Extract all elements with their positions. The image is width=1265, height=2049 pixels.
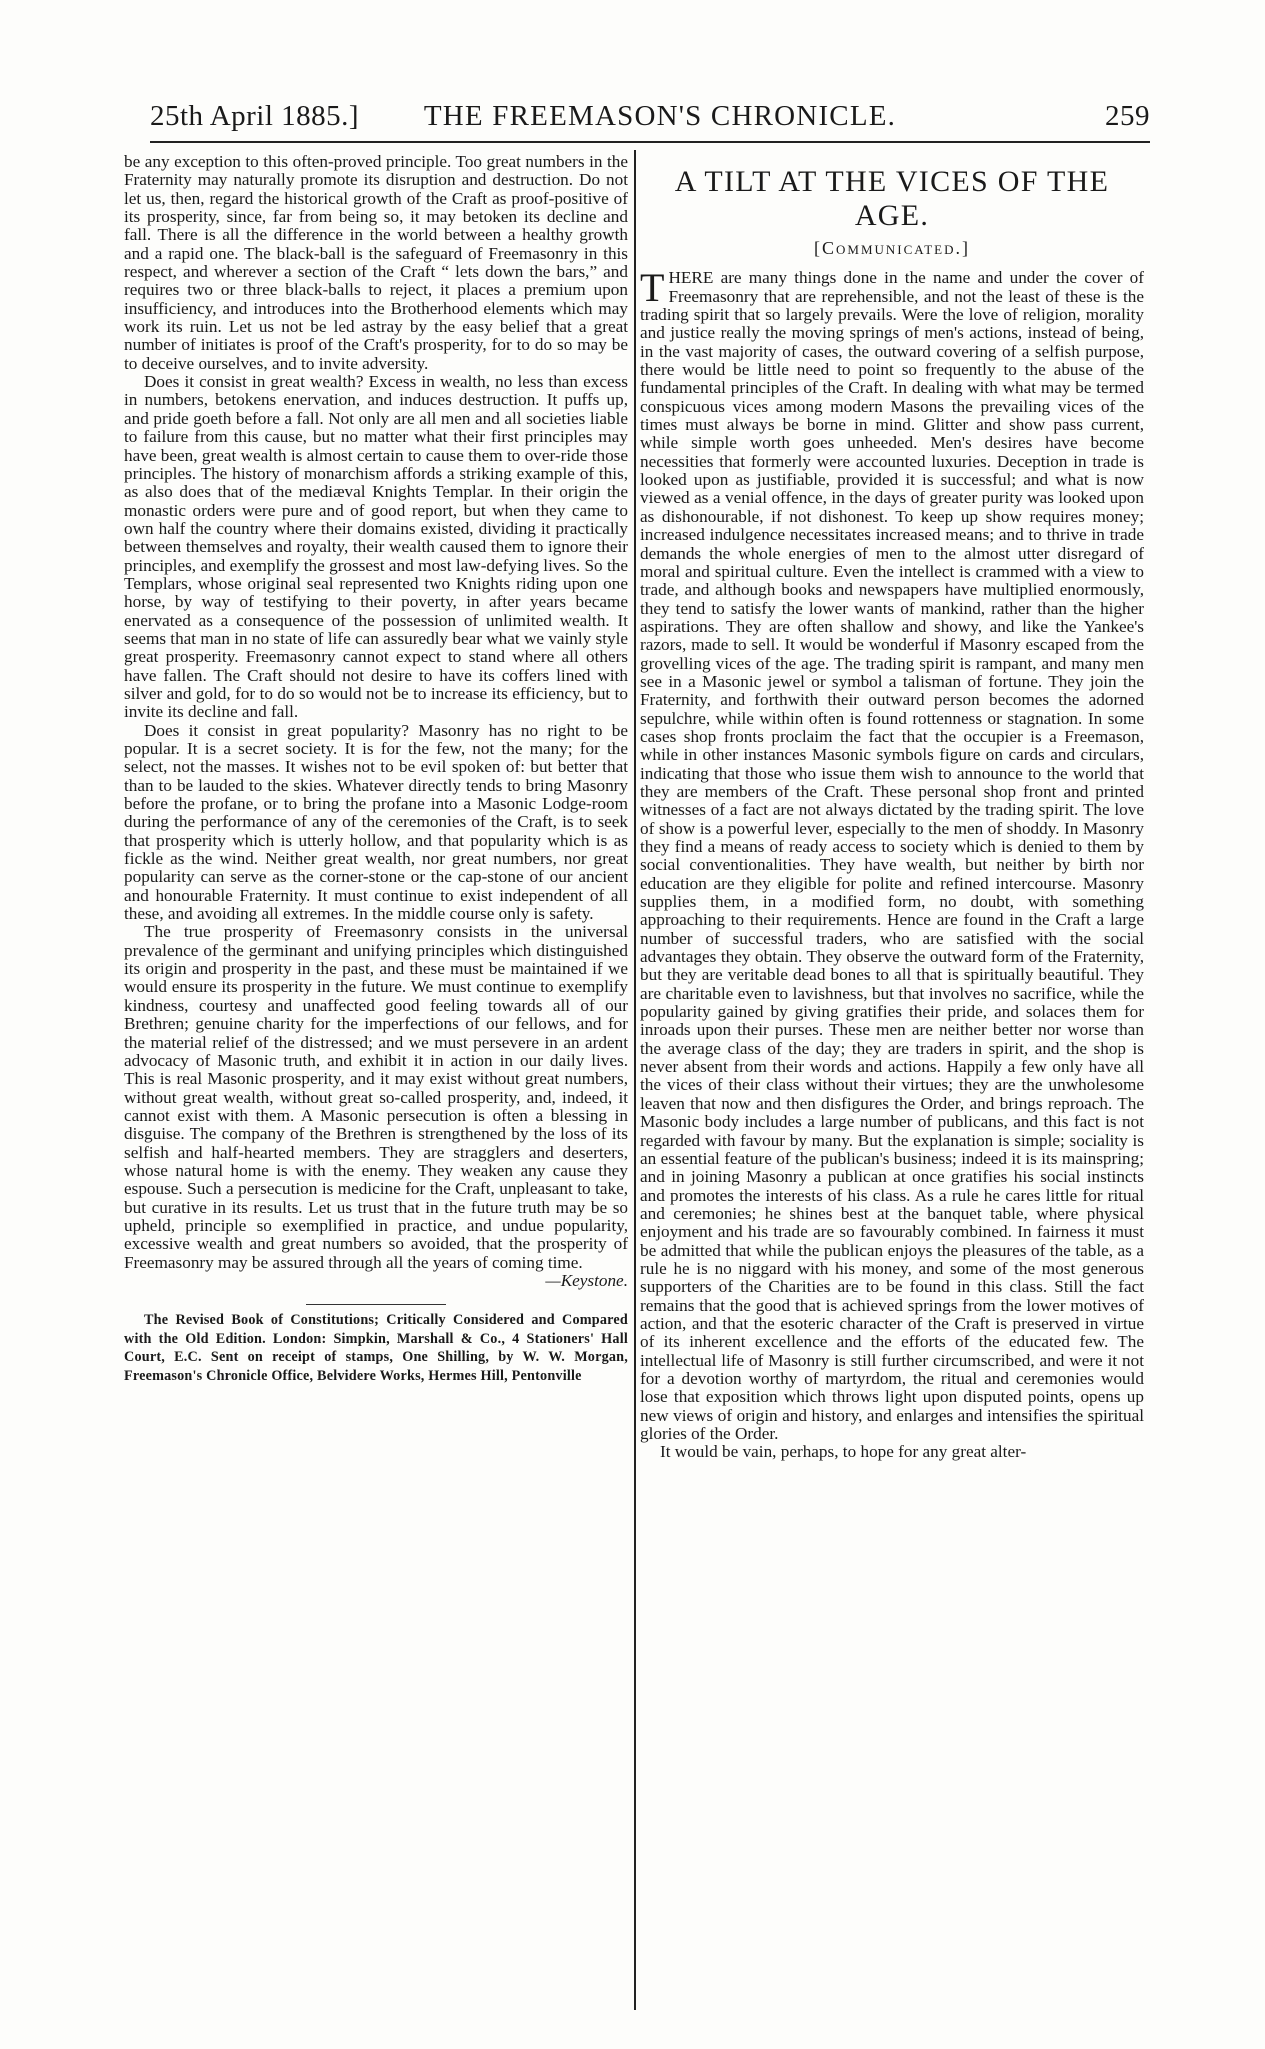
article-signature: —Keystone. — [545, 1270, 628, 1290]
article-paragraph: Does it consist in great wealth? Excess in wealth, no less than excess in numbers, betokens enervation, and induces destruction. It puffs up, and pride goeth before a fall. Not only are all men and all societies liable to failure from this cause, but no matter what their first principles may have been, great wealth is almost certain to cause them to over-ride those principles. The history of monarchism affords a striking example of this, as also does that of the mediæval Knights Templar. In their origin the monastic orders were pure and of good report, but when they came to own half the country where their domains existed, dividing it practically between themselves and royalty, their wealth caused them to ignore their principles, and exemplify the grossest and most law-defying lives. So the Templars, whose original seal represented two Knights riding upon one horse, by way of testifying to their poverty, in after years became enervated as a consequence of the possession of unlimited wealth. It seems that man in no state of life can assuredly bear what we vainly style great prosperity. Freemasonry cannot expect to stand where all others have fallen. The Craft should not desire to have its coffers lined with silver and gold, for to do so would not be to increase its efficiency, but to invite its decline and fall. — [124, 372, 629, 722]
article-paragraph: The true prosperity of Freemasonry consists in the universal prevalence of the germinant and unifying principles which distinguished its origin and prosperity in the past, and these must be maintained if we would ensure its prosperity in the future. We must continue to exemplify kindness, courtesy and unaffected good feeling towards all of our Brethren; genuine charity for the imperfections of our fellows, and for the material relief of the distressed; and we must persevere in an ardent advocacy of Masonic truth, and exhibit it in action in our daily lives. This is real Masonic prosperity, and it may exist without great numbers, without great wealth, without great so-called prosperity, and, indeed, it cannot exist with them. A Masonic persecution is often a blessing in disguise. The company of the Brethren is strengthened by the loss of its selfish and half-hearted members. They are stragglers and deserters, whose natural home is with the enemy. They weaken any cause they espouse. Such a persecution is medicine for the Craft, unpleasant to take, but curative in its results. Let us trust that in the future truth may be so upheld, principle so exemplified in practice, and undue popularity, excessive wealth and great numbers so avoided, that the prosperity of Freemasonry may be assured through all the years of coming time. — [124, 922, 628, 1272]
left-column — [124, 153, 628, 1385]
book-notice: The Revised Book of Constitutions; Critically Considered and Compared with the Old Edition. London: Simpkin, Marshall & Co., 4 Stationers' Hall Court, E.C. Sent on receipt of stamps, One Shilling, by W. W. Morgan, Freemason's Chronicle Office, Belvidere Works, Hermes Hill, Pentonville — [124, 1312, 628, 1384]
article-paragraph-first — [640, 265, 1144, 1443]
article-paragraph: Does it consist in great popularity? Masonry has no right to be popular. It is a secret society. It is for the few, not the many; for the select, not the masses. It wishes not to be evil spoken of: but better that than to be lauded to the skies. Whatever directly tends to bring Masonry before the profane, or to bring the profane into a Masonic Lodge-room during the performance of any of the ceremonies of the Craft, is to seek that prosperity which is utterly hollow, and that popularity which is as fickle as the wind. Neither great wealth, nor great numbers, nor great popularity can serve as the corner-stone or the cap-stone of our ancient and honourable Fraternity. It must continue to exist independent of all these, and avoiding all extremes. In the middle course only is safety. — [124, 720, 628, 924]
issue-date: 25th April 1885.] — [150, 100, 360, 132]
article-paragraph: be any exception to this often-proved principle. Too great numbers in the Fraternity may naturally promote its disruption and destruction. Do not let us, then, regard the historical growth of the Craft as proof-positive of its prosperity, since, far from being so, it may betoken its decline and fall. There is all the difference in the world between a healthy growth and a rapid one. The black-ball is the safeguard of Freemasonry in this respect, and wherever a section of the Craft “ lets down the bars,” and requires two or three black-balls to reject, it places a premium upon insufficiency, and introduces into the Brotherhood elements which may work its ruin. Let us not be led astray by the easy belief that a great number of initiates is proof of the Craft's prosperity, for to do so may be to deceive ourselves, and to invite adversity. — [124, 152, 628, 373]
drop-cap: T — [640, 265, 665, 311]
communicated-note: [Communicated.] — [814, 238, 970, 258]
first-paragraph-text: HERE are many things done in the name and under the cover of Freemasonry that are reprehensible, and not the least of these is the trading spirit that so largely prevails. Were the love of religion, morality and justice really the moving springs of men's actions, instead of being, in the vast majority of cases, the outward covering of a selfish purpose, there would be little need to point so frequently to the abuse of the fundamental principles of the Craft. In dealing with what may be termed conspicuous vices among modern Masons the prevailing vices of the times must always be borne in mind. Glitter and show pass current, while simple worth goes unheeded. Men's desires have become necessities that formerly were accounted luxuries. Deception in trade is looked upon as justifiable, provided it is successful; and what is now viewed as a venial offence, in the days of greater purity was looked upon as dishonourable, if not dishonest. To keep up show requires money; increased indulgence necessitates increased means; and to thrive in trade demands the whole energies of men to the almost utter disregard of moral and spiritual culture. Even the intellect is crammed with a view to trade, and although books and newspapers have multiplied enormously, they tend to satisfy the lower wants of mankind, rather than the higher aspirations. They are often shallow and showy, and like the Yankee's razors, made to sell. It would be wonderful if Masonry escaped from the grovelling vices of the age. The trading spirit is rampant, and many men see in a Masonic jewel or symbol a talisman of fortune. They join the Fraternity, and forthwith their outward person becomes the adorned sepulchre, while within often is found rottenness or stagnation. In some cases shop fronts proclaim the fact that the occupier is a Freemason, while in other instances Masonic symbols figure on cards and circulars, indicating that those who issue them wish to announce to the world that they are members of the Craft. These personal shop front and printed witnesses of a fact are not always dictated by the trading spirit. The love of show is a powerful lever, especially to the men of shoddy. In Masonry they find a means of ready access to society which is denied to them by social conventionalities. They have wealth, but neither by birth nor education are they eligible for polite and refined intercourse. Masonry supplies them, in a modified form, no doubt, with something approaching to their requirements. Hence are found in the Craft a large number of successful traders, who are satisfied with the social advantages they obtain. They observe the outward form of the Fraternity, but they are veritable dead bones to all that is spiritually beautiful. They are charitable even to lavishness, but that involves no sacrifice, while the popularity gained by giving gratifies their pride, and solaces them for inroads upon their purses. These men are neither better nor worse than the average class of the day; they are traders in spirit, and the shop is never absent from their words and actions. Happily a few only have all the vices of their class without their virtues; they are the unwholesome leaven that now and then disfigures the Order, and brings reproach. The Masonic body includes a large number of publicans, and this fact is not regarded with favour by many. But the explanation is simple; sociality is an essential feature of the publican's business; indeed it is its mainspring; and in joining Masonry a publican at once gratifies his social instincts and promotes the interests of his class. As a rule he cares little for ritual and ceremonies; he shines best at the banquet table, where physical enjoyment and his trade are so favourably combined. In fairness it must be admitted that while the publican enjoys the pleasures of the table, as a rule he is no niggard with his money, and some of the most generous supporters of the Charities are to be found in this class. Still the fact remains that the good that is achieved springs from the lower motives of action, and that the esoteric character of the Craft is preserved in virtue of its inherent excellence and the efforts of the educated few. The intellectual life of Masonry is still further circumscribed, and were it not for a devotion worthy of martyrdom, the ritual and ceremonies would lose that exposition which throws light upon disputed points, opens up new views of origin and history, and enlarges and intensifies the spiritual glories of the Order. — [640, 268, 1144, 1443]
right-column — [640, 153, 1144, 1462]
article-paragraph: It would be vain, perhaps, to hope for any great alter- — [660, 1442, 1027, 1462]
article-title: A TILT AT THE VICES OF THE AGE. — [674, 165, 1110, 232]
journal-title: THE FREEMASON'S CHRONICLE. — [423, 100, 897, 132]
notice-rule — [306, 1304, 446, 1305]
column-divider — [634, 150, 636, 2010]
page-number: 259 — [1105, 100, 1150, 132]
header-rule — [150, 141, 1150, 143]
running-header — [150, 100, 1150, 140]
